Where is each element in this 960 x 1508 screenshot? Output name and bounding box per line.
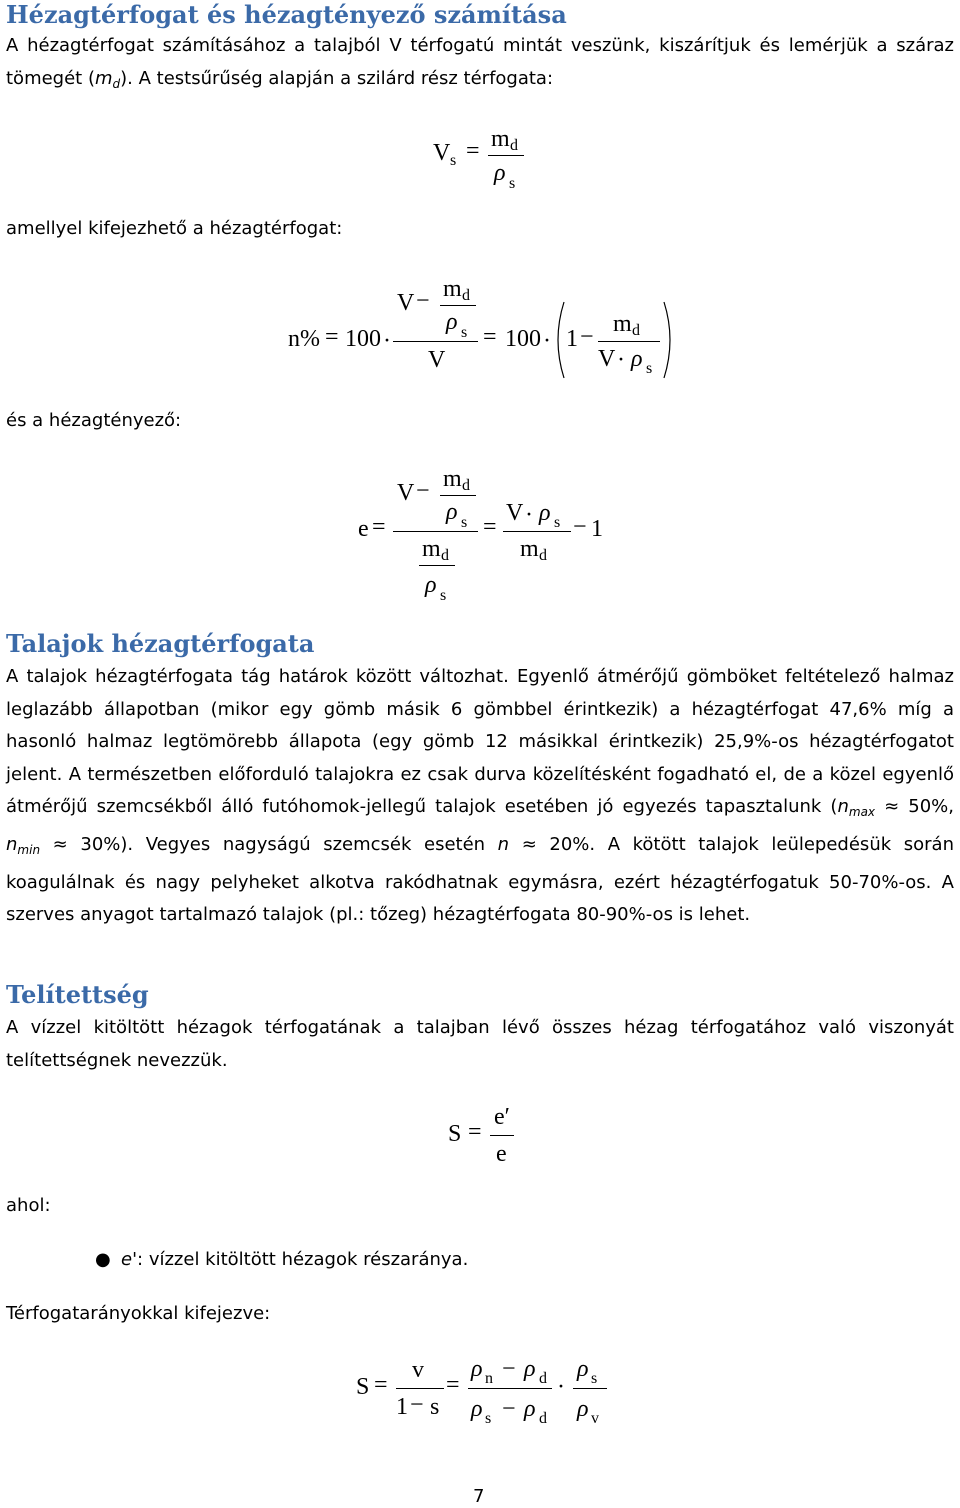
section-title-telitettseg: Telítettség [6, 980, 149, 1009]
formula-n-frac-d: d [632, 322, 640, 339]
formula-e-den-d: d [441, 547, 449, 564]
formula-n-eq2: = [483, 324, 497, 350]
formula-s2-sub-s2: s [591, 1370, 598, 1387]
formula-n-dot2: · [543, 328, 551, 354]
formula-n-dot1: · [383, 328, 391, 354]
formula-s1-lhs: S [448, 1121, 462, 1147]
formula-s2-rho-s: ρ [471, 1396, 483, 1422]
formula-vs-den: ρ [494, 160, 506, 186]
var-n-min: n [6, 833, 18, 855]
formula-s2-one: 1 [396, 1394, 408, 1420]
formula-e-one: 1 [591, 516, 603, 542]
approx-1: ≈ [884, 796, 900, 818]
sub-max: max [848, 805, 876, 820]
formula-e-lhs: e [358, 516, 369, 542]
formula-s1-num: e′ [494, 1104, 510, 1130]
talajok-text-a: A talajok hézagtérfogata tág határok között változhat. Egyenlő átmérőjű gömböket feltételező halmaz leglazább állapotban (mikor egy gömb másik 6 gömbbel érintkezik) a hézagtérfogat 47,6% míg a hasonló halmaz legtömörebb állapota (egy gömb 12 másikkal érintkezik) 25,9%-os hézagtérfogatot jelent. A természetben előforduló talajokra ez csak durva közelítésként fogadható el, de a közel egyenlő átmérőjű szemcsékből álló futóhomok-jellegű talajok esetében jó egyezés tapasztalunk ( [6, 666, 954, 818]
page-number: 7 [473, 1486, 485, 1507]
formula-n-frac-dot: · [617, 347, 625, 373]
formula-n-eq1: = [325, 324, 339, 350]
section-title-hezagterfogat: Hézagtérfogat és hézagtényező számítása [6, 0, 567, 29]
formula-s2-eq2: = [446, 1372, 460, 1398]
formula-e-main-bar [393, 531, 478, 532]
formula-e-num-d: d [462, 477, 470, 494]
paragraph-intro [6, 30, 954, 100]
formula-s2-sub-s: s [485, 1410, 492, 1427]
formula-s2-s: s [430, 1394, 440, 1420]
formula-e-r-V: V [506, 500, 524, 526]
bullet-marker: ● [95, 1249, 111, 1270]
formula-n-num-V: V [397, 290, 415, 316]
formula-n-100b: 100 [505, 326, 541, 352]
formula-vs-den-sub: s [509, 175, 516, 192]
formula-s2-rho-d1: ρ [524, 1356, 536, 1382]
formula-n-minus: − [580, 324, 594, 350]
approx-2: ≈ [52, 833, 68, 855]
formula-n-main-bar [393, 341, 478, 342]
formula-e-num-s: s [461, 514, 468, 531]
bullet-var-e: e [121, 1249, 133, 1270]
line-terfogatarany: Térfogatarányokkal kifejezve: [6, 1303, 271, 1324]
formula-n-frac-rho: ρ [631, 346, 643, 372]
formula-s2-sub-d1: d [539, 1370, 547, 1387]
formula-e-r-d: d [539, 547, 547, 564]
var-n-max: n [837, 796, 849, 818]
formula-s1-den: e [496, 1141, 507, 1167]
formula-e-den-m: m [422, 536, 441, 562]
formula-s2-rho-s2: ρ [577, 1356, 589, 1382]
intro-text-a: A hézagtérfogat számításához a talajból V térfogatú mintát veszünk, kiszárítjuk és lemérjük a száraz tömegét ( [6, 35, 954, 89]
talajok-text-c: 30%). Vegyes nagyságú szemcsék esetén [67, 833, 498, 855]
formula-s2-sub-v: v [591, 1410, 599, 1427]
formula-s2-dot: · [557, 1374, 565, 1400]
formula-n-frac-s: s [646, 360, 653, 377]
intro-text-b: ). A testsűrűség alapján a szilárd rész térfogata: [120, 67, 554, 89]
formula-n-100a: 100 [345, 326, 381, 352]
formula-e-r-s: s [554, 514, 561, 531]
formula-e-den-bar [419, 565, 455, 566]
line-hezagtenyezo: és a hézagtényező: [6, 410, 182, 431]
sub-min: min [17, 842, 41, 857]
formula-s2-v: v [412, 1357, 424, 1383]
line-amellyel: amellyel kifejezhető a hézagtérfogat: [6, 218, 343, 239]
formula-vs-bar [488, 155, 524, 156]
formula-vs-lhs: V [433, 140, 451, 166]
formula-e-num-minus: − [416, 478, 430, 504]
intro-var-sub: d [112, 76, 121, 91]
formula-e-num-m: m [443, 466, 462, 492]
formula-s2-bar1 [396, 1388, 444, 1389]
formula-e-r-dot: · [525, 502, 533, 528]
approx-3: ≈ [521, 833, 537, 855]
section-title-talajok: Talajok hézagtérfogata [6, 629, 315, 658]
bullet-text: : vízzel kitöltött hézagok részaránya. [137, 1249, 469, 1270]
var-n: n [497, 833, 510, 855]
formula-n-frac-bar [598, 341, 660, 342]
formula-n-lhs: n% [288, 326, 320, 352]
formula-vs-num-sub: d [510, 137, 518, 154]
formula-e-r-rho: ρ [539, 500, 551, 526]
formula-e-r-bar [503, 531, 571, 532]
bullet-prime: ' [132, 1249, 138, 1270]
formula-n-num-minus: − [416, 288, 430, 314]
formula-s2-minus2: − [502, 1356, 516, 1382]
formula-vs-num: m [491, 126, 510, 152]
formula-e-r-m: m [520, 536, 539, 562]
formula-n-den-V: V [428, 347, 446, 373]
formula-n-num-rho: ρ [446, 309, 458, 335]
formula-e-num-bar [440, 495, 476, 496]
formula-s2-minus1: − [410, 1392, 424, 1418]
formula-n-one: 1 [566, 326, 578, 352]
formula-s2-sub-d2: d [539, 1410, 547, 1427]
formula-vs-eq: = [466, 138, 480, 164]
formula-n-num-d: d [462, 287, 470, 304]
formula-e-minus: − [573, 514, 587, 540]
formula-e-den-s: s [440, 587, 447, 604]
formula-n-inner-bar [440, 305, 476, 306]
formula-s1-bar [490, 1135, 514, 1136]
formula-e-eq1: = [372, 514, 386, 540]
formula-e-eq2: = [483, 514, 497, 540]
line-ahol: ahol: [6, 1195, 51, 1216]
talajok-text-b: 50%, [899, 796, 954, 818]
formula-e-den-rho: ρ [425, 572, 437, 598]
paragraph-telitettseg: A vízzel kitöltött hézagok térfogatának a talajban lévő összes hézag térfogatához való viszonyát telítettségnek nevezzük. [6, 1017, 954, 1071]
formula-s2-rho-n: ρ [471, 1356, 483, 1382]
paragraph-talajok [6, 661, 954, 932]
formula-n-left-paren [550, 300, 566, 380]
formula-n-num-m: m [443, 276, 462, 302]
bullet-item [121, 1249, 468, 1270]
formula-n-frac-V: V [598, 346, 616, 372]
intro-var-m: m [94, 67, 113, 89]
formula-vs-lhs-sub: s [450, 152, 457, 169]
formula-n-num-s: s [461, 324, 468, 341]
formula-s2-rho-v: ρ [577, 1396, 589, 1422]
formula-s2-minus3: − [502, 1396, 516, 1422]
talajok-text-d: 20%. A kötött talajok leülepedésük során koagulálnak és nagy pelyheket alkotva rakódhatnak egymásra, ezért hézagtérfogatuk 50-70%-os. A szerves anyagot tartalmazó talajok (pl.: tőzeg) hézagtérfogata 80-90%-os is lehet. [6, 833, 954, 926]
formula-s2-rho-d2: ρ [524, 1396, 536, 1422]
formula-s1-eq: = [468, 1119, 482, 1145]
formula-s2-sub-n: n [485, 1370, 493, 1387]
formula-s2-bar2 [468, 1388, 552, 1389]
formula-s2-bar3 [573, 1388, 607, 1389]
formula-n-frac-m: m [613, 311, 632, 337]
formula-e-num-V: V [397, 480, 415, 506]
formula-s2-lhs: S [356, 1374, 370, 1400]
formula-e-num-rho: ρ [446, 499, 458, 525]
formula-s2-eq1: = [374, 1372, 388, 1398]
formula-n-right-paren [662, 300, 678, 380]
